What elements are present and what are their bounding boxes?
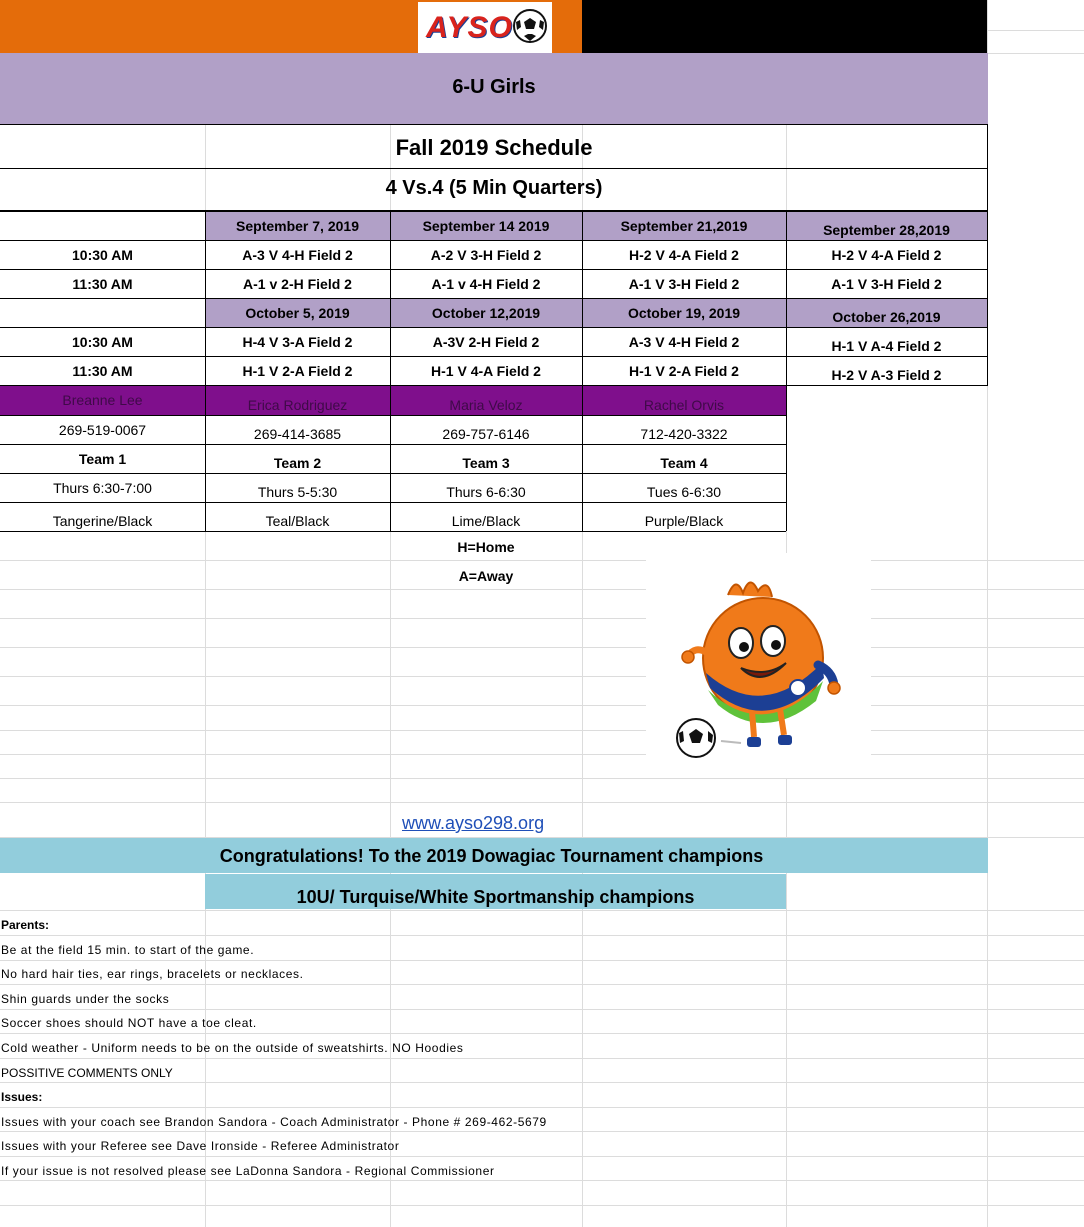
coach-name: Maria Veloz [390, 386, 582, 415]
division-title: 6-U Girls [452, 76, 536, 98]
game-cell: H-4 V 3-A Field 2 [242, 333, 353, 350]
game-cell: H-2 V A-3 Field 2 [831, 366, 942, 383]
website-link[interactable]: www.ayso298.org [402, 813, 545, 833]
coach-name: Breanne Lee [0, 386, 205, 415]
game-cell: A-2 V 3-H Field 2 [430, 246, 542, 263]
date-header: October 19, 2019 [582, 298, 786, 327]
practice-time: Tues 6-6:30 [646, 483, 722, 500]
game-cell: A-3 V 4-H Field 2 [628, 333, 740, 350]
team-name: Team 1 [78, 450, 127, 467]
team-colors: Tangerine/Black [52, 512, 153, 529]
game-cell: A-1 v 4-H Field 2 [431, 275, 541, 292]
team-colors: Purple/Black [644, 512, 724, 529]
game-cell: A-1 v 2-H Field 2 [243, 275, 352, 292]
game-cell: H-1 V 2-A Field 2 [242, 362, 353, 379]
coach-name: Rachel Orvis [582, 386, 786, 415]
game-cell: H-1 V 4-A Field 2 [431, 362, 541, 379]
issues-heading: Issues: [1, 1090, 43, 1104]
header-black-band [582, 0, 987, 53]
issue-contact: Issues with your Referee see Dave Ironside - Referee Administrator [1, 1139, 400, 1153]
game-cell: H-1 V 2-A Field 2 [629, 362, 739, 379]
logo-text: AYSO [426, 11, 513, 44]
date-header: September 21,2019 [582, 211, 786, 240]
game-format: 4 Vs.4 (5 Min Quarters) [385, 177, 603, 199]
team-name: Team 3 [462, 454, 510, 471]
coach-phone: 712-420-3322 [640, 425, 728, 442]
game-cell: H-1 V A-4 Field 2 [831, 337, 942, 354]
parent-rule: Cold weather - Uniform needs to be on the outside of sweatshirts. NO Hoodies [1, 1041, 464, 1055]
game-cell: H-2 V 4-A Field 2 [629, 246, 739, 263]
game-cell: A-1 V 3-H Field 2 [628, 275, 740, 292]
sportsmanship-banner: 10U/ Turquise/White Sportmanship champions [296, 887, 695, 907]
time-cell: 10:30 AM [72, 246, 133, 263]
congrats-banner: Congratulations! To the 2019 Dowagiac Tournament champions [219, 846, 764, 866]
date-header: September 28,2019 [786, 211, 987, 240]
date-header: September 7, 2019 [205, 211, 390, 240]
team-name: Team 2 [273, 454, 322, 471]
team-colors: Teal/Black [265, 512, 330, 529]
coach-name: Erica Rodriguez [205, 386, 390, 415]
date-header: October 12,2019 [390, 298, 582, 327]
parent-rule: Be at the field 15 min. to start of the game. [1, 943, 255, 957]
team-name: Team 4 [660, 454, 708, 471]
coach-phone: 269-519-0067 [58, 421, 147, 438]
practice-time: Thurs 6:30-7:00 [53, 479, 152, 496]
schedule-title: Fall 2019 Schedule [395, 135, 593, 160]
issue-contact: If your issue is not resolved please see LaDonna Sandora - Regional Commissioner [1, 1164, 495, 1178]
game-cell: A-3V 2-H Field 2 [432, 333, 540, 350]
game-cell: H-2 V 4-A Field 2 [831, 246, 942, 263]
parent-rule: Shin guards under the socks [1, 992, 170, 1006]
time-cell: 10:30 AM [72, 333, 133, 350]
legend-away: A=Away [458, 567, 514, 584]
coach-phone: 269-414-3685 [253, 425, 342, 442]
time-cell: 11:30 AM [72, 275, 133, 292]
time-cell: 11:30 AM [72, 362, 133, 379]
soccer-ball-icon [512, 8, 548, 44]
parent-rule: Soccer shoes should NOT have a toe cleat. [1, 1016, 257, 1030]
game-cell: A-3 V 4-H Field 2 [242, 246, 353, 263]
ayso-logo [418, 2, 552, 56]
date-header: September 14 2019 [390, 211, 582, 240]
game-cell: A-1 V 3-H Field 2 [831, 275, 942, 292]
team-colors: Lime/Black [451, 512, 521, 529]
parents-heading: Parents: [1, 918, 50, 932]
practice-time: Thurs 5-5:30 [257, 483, 338, 500]
practice-time: Thurs 6-6:30 [446, 483, 526, 500]
coach-phone: 269-757-6146 [442, 425, 530, 442]
date-header: October 5, 2019 [205, 298, 390, 327]
parent-rule: No hard hair ties, ear rings, bracelets or necklaces. [1, 967, 304, 981]
legend-home: H=Home [457, 538, 515, 555]
date-header: October 26,2019 [786, 298, 987, 327]
parent-rule: POSSITIVE COMMENTS ONLY [1, 1066, 173, 1080]
soccer-mascot-icon [646, 553, 871, 778]
issue-contact: Issues with your coach see Brandon Sandora - Coach Administrator - Phone # 269-462-5679 [1, 1115, 547, 1129]
